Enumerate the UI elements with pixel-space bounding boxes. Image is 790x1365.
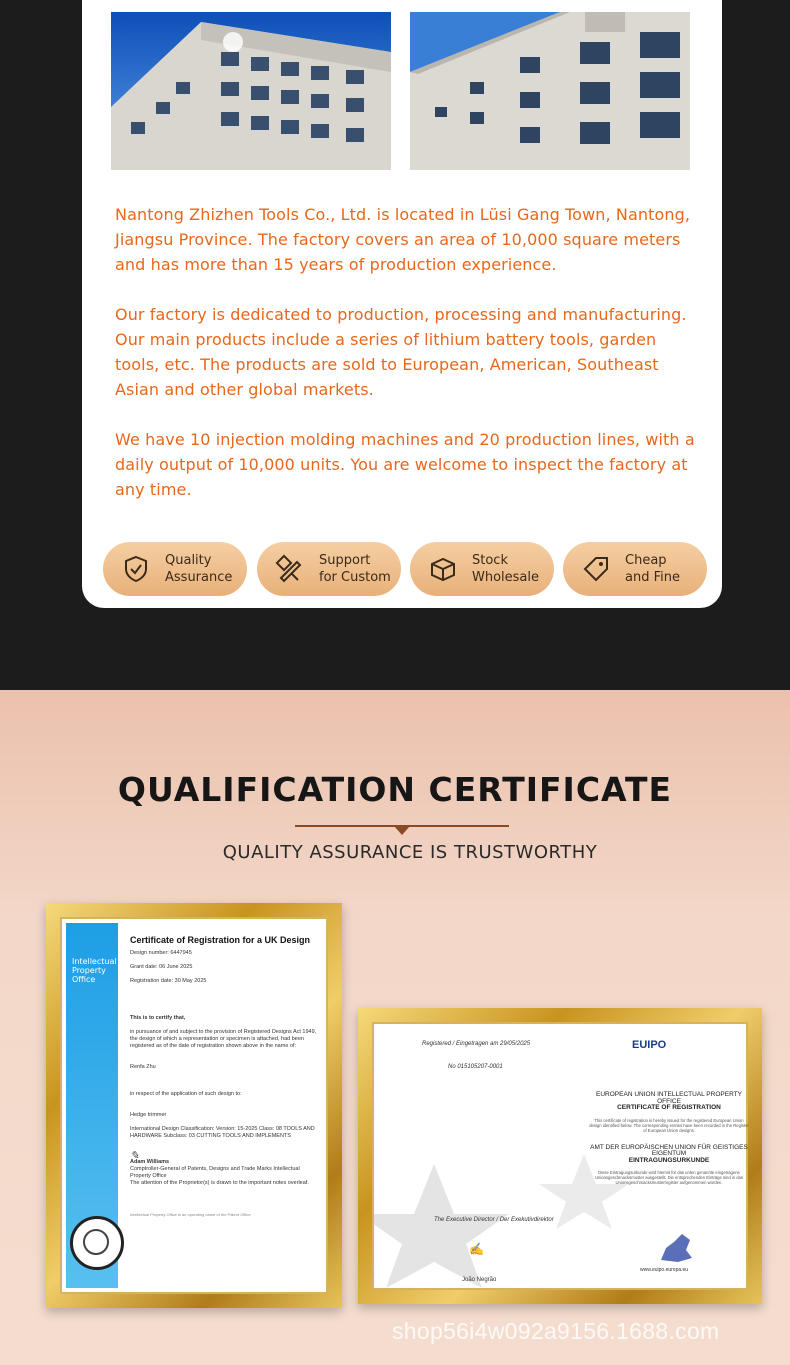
badge-line1: Quality [165, 553, 212, 568]
eu-map-icon [656, 1230, 696, 1264]
grant-date: Grant date: 06 June 2025 [130, 964, 193, 970]
factory-photo-left [111, 12, 391, 170]
about-paragraph-3: We have 10 injection molding machines and 20 production lines, with a daily output of 10,000 units. You are welcome to inspect the factory at any time. [115, 430, 695, 499]
design-classification: International Design Classification: Version: 15-2025 Class: 08 TOOLS AND HARDWARE Subclass: 03 CUTTING TOOLS AND IMPLEMENTS [130, 1126, 315, 1139]
qualification-section [0, 690, 790, 1365]
signer-title: Comptroller-General of Patents, Designs and Trade Marks Intellectual Property Office [130, 1166, 300, 1179]
badge-cheap-fine [563, 542, 707, 596]
product-name: Hedge trimmer [130, 1112, 167, 1118]
eu-certificate-frame [358, 1008, 762, 1304]
eu-amt: AMT DER EUROPÄISCHEN UNION FÜR GEISTIGES EIGENTUM [590, 1143, 748, 1157]
design-number: Design number: 6447945 [130, 950, 192, 956]
signer-name: Adam Williams [130, 1159, 170, 1165]
uk-cert-heading: Certificate of Registration for a UK Design [130, 935, 311, 945]
badge-line2: Wholesale [472, 570, 540, 585]
badge-quality-assurance [103, 542, 247, 596]
eu-cert-note: This certificate of registration is hereby issued for the registered European Union design identified below. The corresponding entries have been recorded in the Register of European Union designs. [589, 1117, 749, 1133]
eu-signature-icon: ✍ [469, 1242, 484, 1256]
badge-line2: Assurance [165, 570, 233, 585]
price-tag-icon [581, 554, 611, 584]
badge-line1: Cheap [625, 553, 667, 568]
eu-reg-number: No 015105207-0001 [448, 1064, 503, 1070]
shop-watermark: shop56i4w092a9156.1688.com [392, 1318, 720, 1344]
uk-footer: Intellectual Property Office is an operating name of the Patent Office [130, 1212, 251, 1217]
respect-line: in respect of the application of such design to: [130, 1091, 242, 1097]
signature-icon: ✎ [130, 1149, 140, 1162]
ipo-label-line: Office [72, 975, 96, 984]
ipo-label-line: Intellectual [72, 957, 117, 966]
badge-support-custom [257, 542, 401, 596]
badge-line2: and Fine [625, 570, 680, 585]
eu-director: The Executive Director / Der Exekutivdirektor [434, 1217, 554, 1223]
attention-note: The attention of the Proprietor(s) is drawn to the important notes overleaf. [130, 1180, 309, 1186]
section-subtitle: QUALITY ASSURANCE IS TRUSTWORTHY [222, 842, 598, 863]
certify-body: in pursuance of and subject to the provision of Registered Designs Act 1949, the design of which a representation or specimen is attached, had been registered as of the date of registration shown above in the name of: [130, 1029, 317, 1049]
eu-office-name: EUROPEAN UNION INTELLECTUAL PROPERTY OFFICE [596, 1091, 742, 1105]
factory-photo-right [410, 12, 690, 170]
box-icon [428, 554, 458, 584]
about-card [82, 0, 722, 608]
eu-signer: João Negrão [462, 1277, 497, 1283]
about-paragraph-1: Nantong Zhizhen Tools Co., Ltd. is located in Lüsi Gang Town, Nantong, Jiangsu Province. The factory covers an area of 10,000 square meters and has more than 15 years of production experience. [115, 205, 691, 274]
eu-cert-title: CERTIFICATE OF REGISTRATION [617, 1104, 721, 1111]
eu-website: www.euipo.europa.eu [640, 1267, 689, 1273]
divider-arrow-icon [394, 826, 410, 835]
badge-line1: Support [319, 553, 371, 568]
eu-registered-date: Registered / Eingetragen am 29/05/2025 [422, 1041, 531, 1047]
owner-name: Renfa Zhu [130, 1064, 156, 1070]
section-title: QUALIFICATION CERTIFICATE [117, 770, 673, 809]
ipo-sidebar [66, 923, 118, 1288]
euipo-logo: EUIPO [632, 1039, 667, 1051]
shield-check-icon [121, 554, 151, 584]
badge-line2: for Custom [319, 570, 391, 585]
certify-line: This is to certify that, [130, 1015, 186, 1021]
patent-office-seal-icon [70, 1216, 124, 1270]
about-paragraph-2: Our factory is dedicated to production, processing and manufacturing. Our main products include a series of lithium battery tools, garden tools, etc. The products are sold to European, American, Southeast Asian and other global markets. [115, 305, 687, 399]
design-tools-icon [275, 554, 305, 584]
eu-certificate [372, 1022, 748, 1290]
ipo-label-line: Property [72, 966, 106, 975]
badge-stock-wholesale [410, 542, 554, 596]
badge-line1: Stock [472, 553, 508, 568]
registration-date: Registration date: 30 May 2025 [130, 978, 207, 984]
eu-urkunde: EINTRAGUNGSURKUNDE [628, 1156, 710, 1164]
eu-de-note: Diese Eintragungsurkunde wird hiermit für das unten genannte eingetragene Unionsgeschmacksmuster ausgestellt. Die entsprechenden Einträge sind in das Unionsgeschmacksmusterregister aufgenommen worden. [594, 1170, 744, 1185]
uk-certificate [60, 917, 328, 1294]
uk-certificate-frame [46, 903, 342, 1308]
